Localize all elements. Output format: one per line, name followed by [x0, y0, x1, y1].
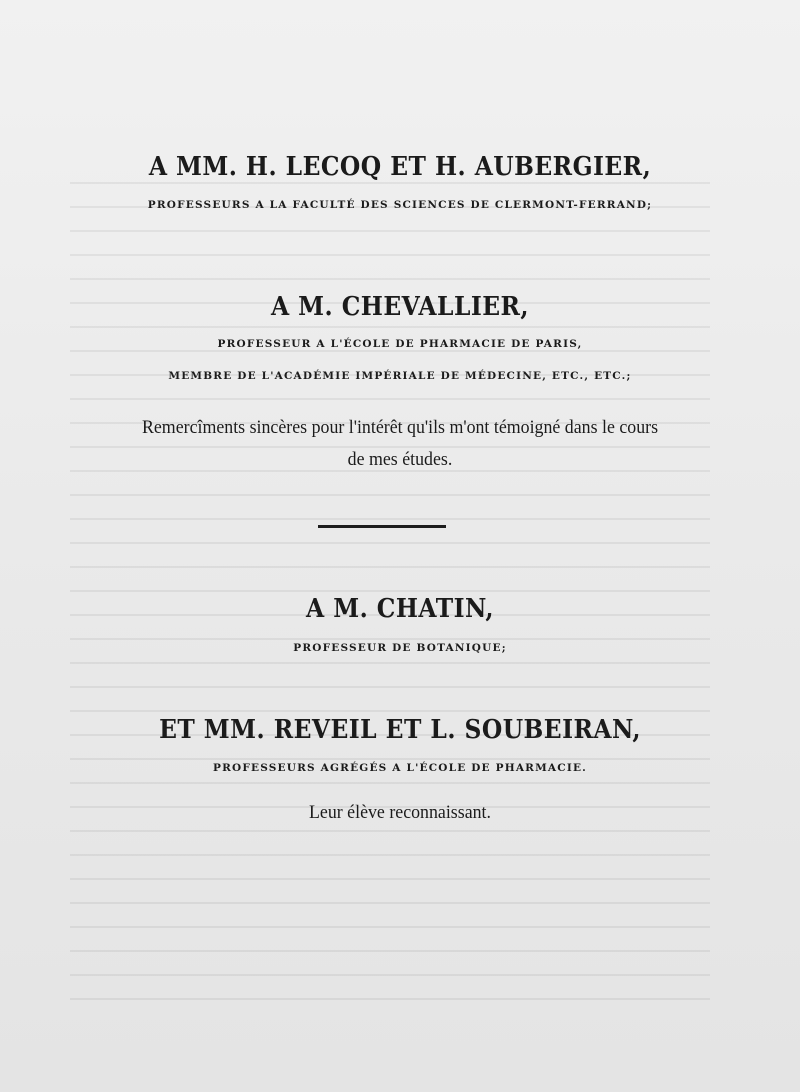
dedication-heading-lecoq: A MM. H. LECOQ ET H. AUBERGIER, — [148, 152, 652, 182]
closing-signature: Leur élève reconnaissant. — [308, 802, 491, 823]
dedication-subtitle-chevallier-1: PROFESSEUR A L'ÉCOLE DE PHARMACIE DE PARIS, — [217, 338, 583, 350]
dedication-heading-chatin: A M. CHATIN, — [306, 594, 494, 624]
bleed-through-texture — [70, 160, 710, 1020]
dedication-subtitle-lecoq: PROFESSEURS A LA FACULTÉ DES SCIENCES DE CLERMONT-FERRAND; — [147, 199, 653, 211]
dedication-subtitle-chatin: PROFESSEUR DE BOTANIQUE; — [293, 642, 507, 654]
thanks-line-1: Remercîments sincères pour l'intérêt qu'ils m'ont témoigné dans le cours — [141, 417, 659, 438]
dedication-subtitle-reveil: PROFESSEURS AGRÉGÉS A L'ÉCOLE DE PHARMACIE. — [212, 762, 588, 774]
dedication-heading-reveil: ET MM. REVEIL ET L. SOUBEIRAN, — [159, 715, 641, 745]
dedication-heading-chevallier: A M. CHEVALLIER, — [270, 292, 530, 322]
section-divider-rule — [318, 525, 446, 528]
thanks-line-2: de mes études. — [347, 449, 453, 470]
dedication-subtitle-chevallier-2: MEMBRE DE L'ACADÉMIE IMPÉRIALE DE MÉDECINE, ETC., ETC.; — [168, 370, 632, 382]
